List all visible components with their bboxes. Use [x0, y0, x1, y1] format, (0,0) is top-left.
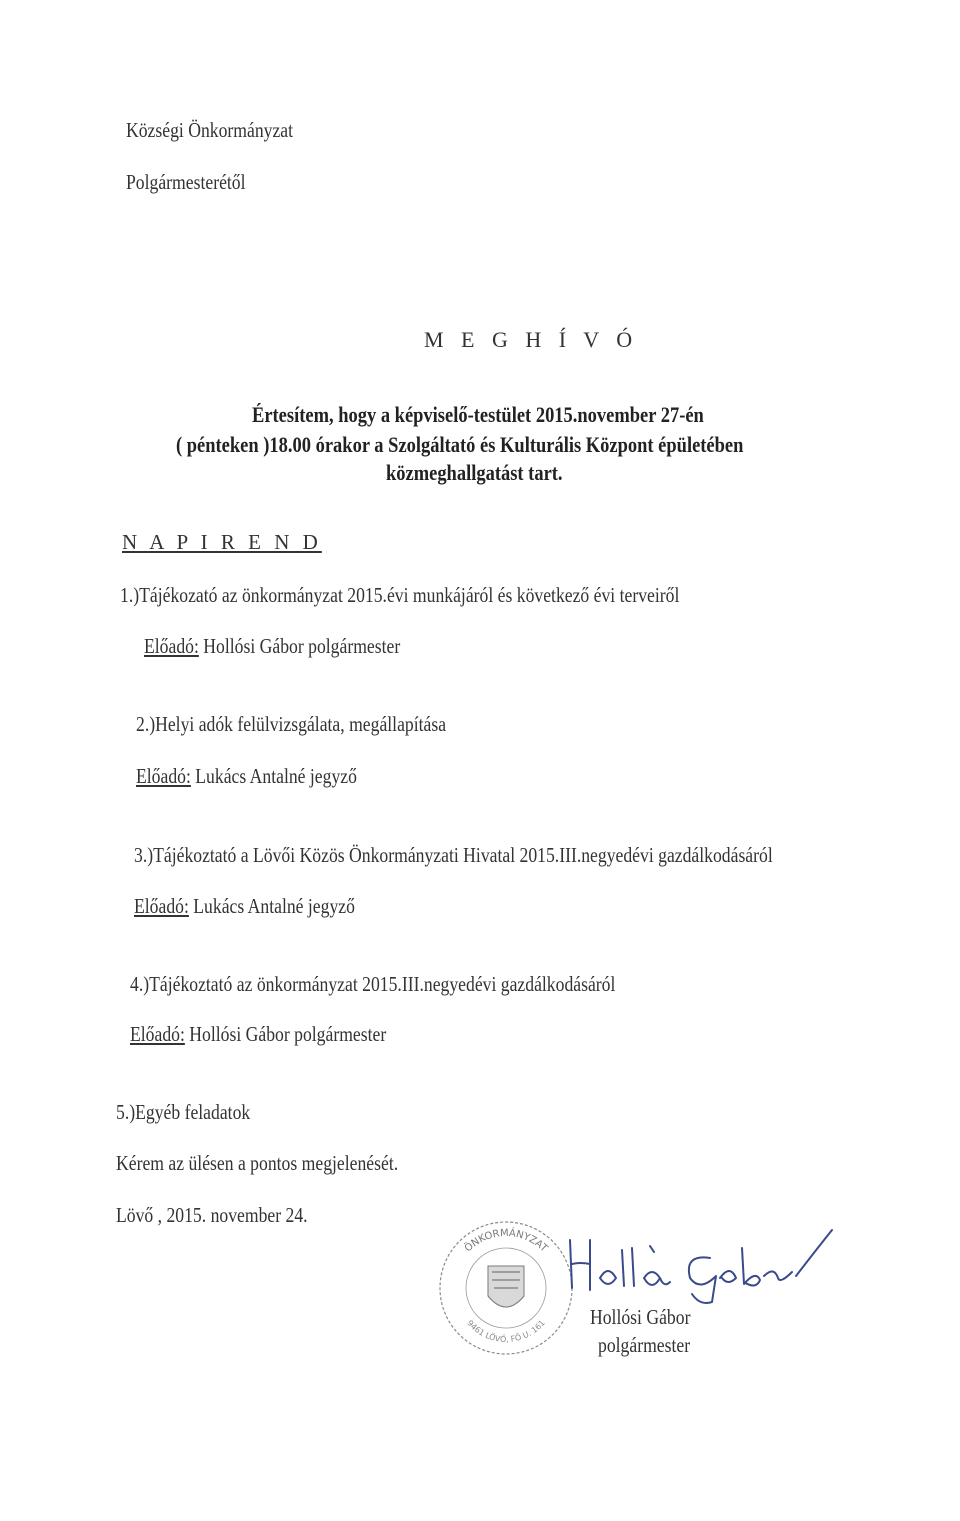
agenda-presenter-2	[136, 764, 357, 789]
agenda-item-5: 5.)Egyéb feladatok	[116, 1100, 251, 1124]
agenda-item-4: 4.)Tájékoztató az önkormányzat 2015.III.negyedévi gazdálkodásáról	[130, 972, 616, 996]
agenda-item-1: 1.)Tájékozató az önkormányzat 2015.évi munkájáról és következő évi terveiről	[120, 583, 680, 607]
agenda-heading: N A P I R E N D	[122, 530, 322, 554]
presenter-name: Lukács Antalné jegyző	[193, 894, 355, 918]
agenda-presenter-1	[144, 634, 400, 659]
svg-text:9461 LÖVŐ, FŐ U. 161	[465, 1318, 546, 1344]
agenda-presenter-4	[130, 1022, 386, 1047]
handwritten-signature-icon	[560, 1220, 840, 1310]
presenter-name: Hollósi Gábor polgármester	[189, 1022, 387, 1046]
official-stamp-icon	[436, 1218, 576, 1358]
place-date: Lövő , 2015. november 24.	[116, 1203, 308, 1227]
stamp-text-bottom: 9461 LÖVŐ, FŐ U. 161	[465, 1318, 547, 1345]
presenter-label: Előadó:	[136, 764, 191, 788]
agenda-item-3: 3.)Tájékoztató a Lövői Közös Önkormányzati Hivatal 2015.III.negyedévi gazdálkodásáról	[134, 843, 773, 867]
sender-line-2: Polgármesterétől	[126, 170, 246, 194]
agenda-item-2: 2.)Helyi adók felülvizsgálata, megállapítása	[136, 712, 447, 736]
presenter-label: Előadó:	[144, 634, 199, 658]
closing-line: Kérem az ülésen a pontos megjelenését.	[116, 1151, 399, 1175]
presenter-label: Előadó:	[130, 1022, 185, 1046]
signatory-name: Hollósi Gábor	[590, 1305, 691, 1329]
intro-line-3: közmeghallgatást tart.	[386, 460, 563, 485]
signatory-role: polgármester	[598, 1333, 691, 1357]
presenter-label: Előadó:	[134, 894, 189, 918]
agenda-presenter-3	[134, 894, 355, 919]
stamp-text-top: ÖNKORMÁNYZAT	[462, 1227, 550, 1255]
presenter-name: Lukács Antalné jegyző	[195, 764, 357, 788]
intro-line-2: ( pénteken )18.00 órakor a Szolgáltató és Kulturális Központ épületében	[176, 432, 744, 457]
sender-line-1: Községi Önkormányzat	[126, 118, 294, 142]
intro-line-1: Értesítem, hogy a képviselő-testület 2015.november 27-én	[252, 402, 704, 427]
presenter-name: Hollósi Gábor polgármester	[203, 634, 401, 658]
document-title: M E G H Í V Ó	[424, 327, 639, 352]
